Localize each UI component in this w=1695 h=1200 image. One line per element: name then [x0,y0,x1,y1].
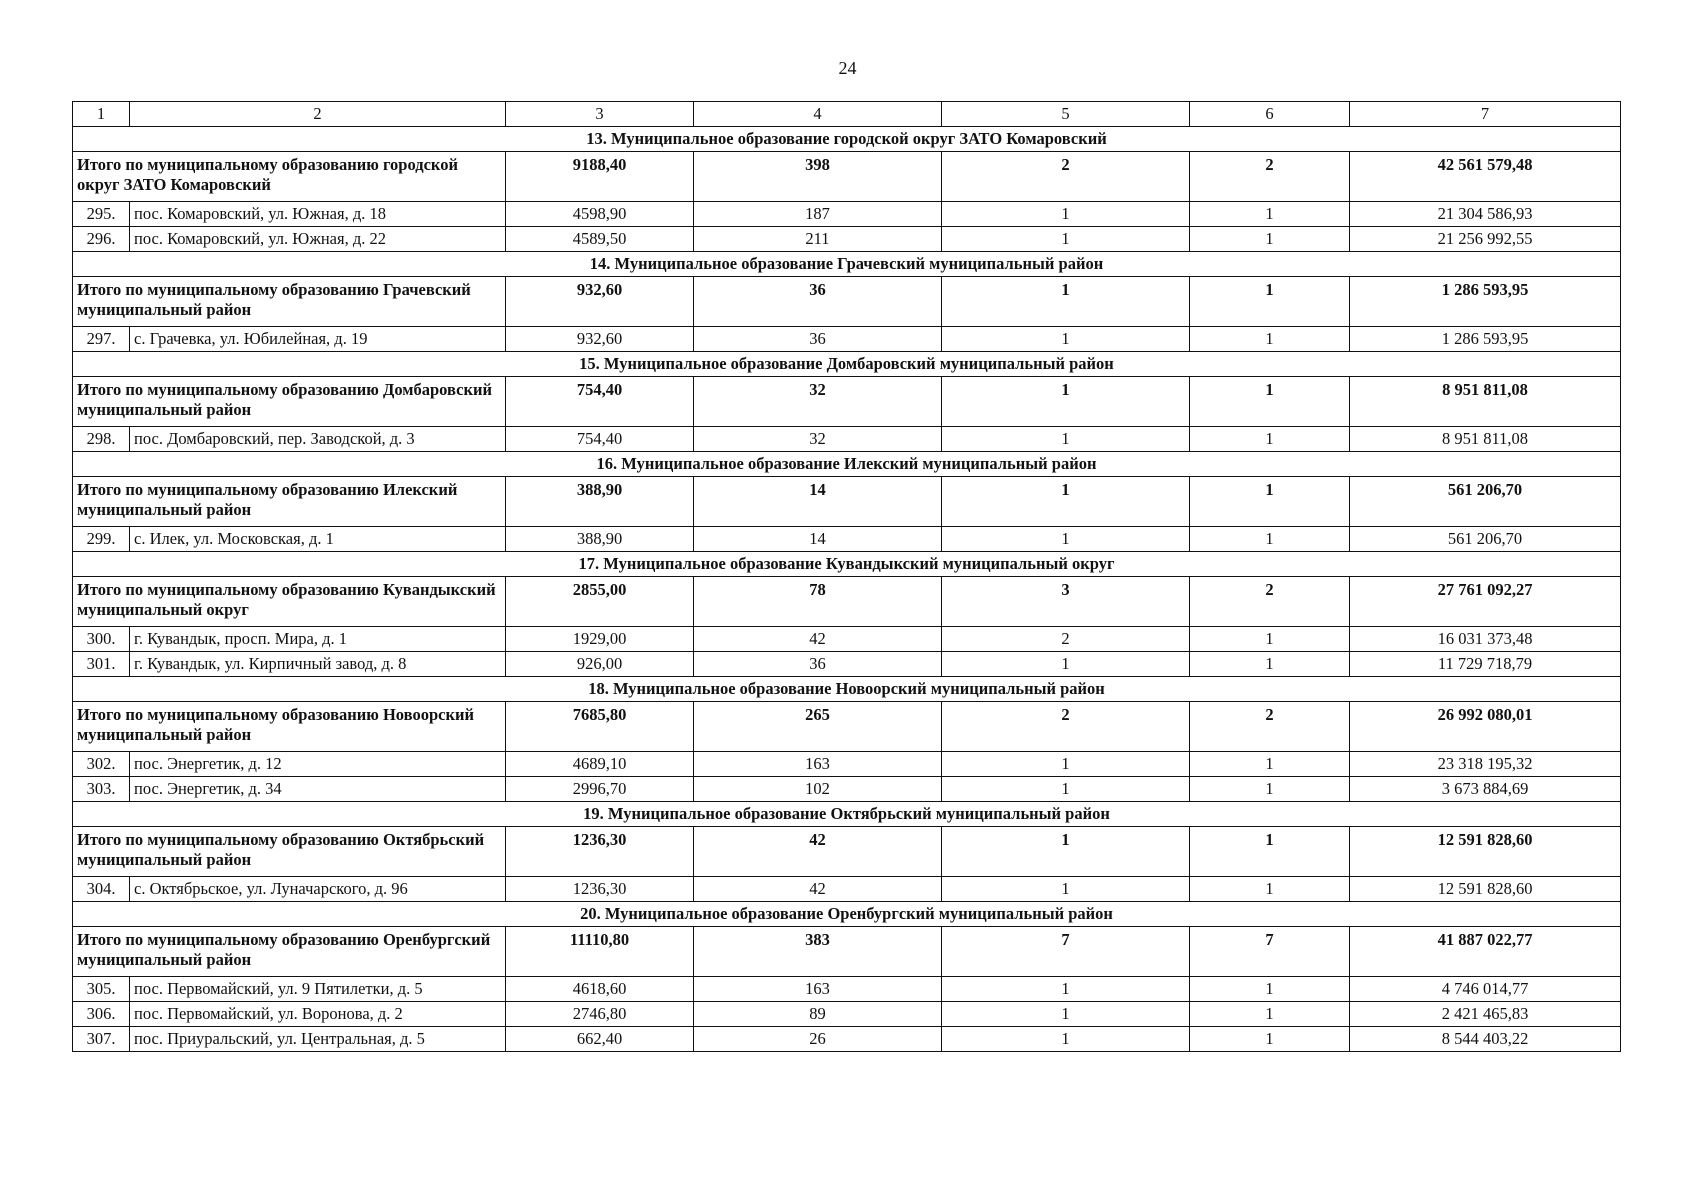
value-c6: 1 [1190,227,1350,252]
column-number: 6 [1190,102,1350,127]
total-value-c7: 42 561 579,48 [1350,152,1621,202]
value-c6: 1 [1190,977,1350,1002]
table-row [73,427,1621,452]
address: пос. Первомайский, ул. Воронова, д. 2 [130,1002,506,1027]
row-number: 298. [73,427,130,452]
section-header-row [73,452,1621,477]
total-value-c7: 1 286 593,95 [1350,277,1621,327]
total-value-c4: 383 [694,927,942,977]
value-c6: 1 [1190,777,1350,802]
address: пос. Комаровский, ул. Южная, д. 22 [130,227,506,252]
value-c5: 1 [942,777,1190,802]
total-value-c4: 398 [694,152,942,202]
total-value-c5: 1 [942,477,1190,527]
total-value-c4: 265 [694,702,942,752]
value-c5: 1 [942,1027,1190,1052]
row-number: 299. [73,527,130,552]
table-row [73,752,1621,777]
value-c4: 36 [694,652,942,677]
total-value-c5: 7 [942,927,1190,977]
total-value-c4: 42 [694,827,942,877]
value-c6: 1 [1190,1027,1350,1052]
section-title: 16. Муниципальное образование Илекский муниципальный район [73,452,1621,477]
section-header-row [73,802,1621,827]
value-c4: 187 [694,202,942,227]
total-label: Итого по муниципальному образованию Октябрьский муниципальный район [73,827,506,877]
total-value-c4: 32 [694,377,942,427]
address: с. Илек, ул. Московская, д. 1 [130,527,506,552]
value-c4: 14 [694,527,942,552]
total-value-c6: 2 [1190,702,1350,752]
row-number: 297. [73,327,130,352]
column-number: 5 [942,102,1190,127]
value-c5: 1 [942,1002,1190,1027]
total-value-c7: 561 206,70 [1350,477,1621,527]
section-title: 14. Муниципальное образование Грачевский муниципальный район [73,252,1621,277]
total-value-c3: 1236,30 [506,827,694,877]
column-number: 3 [506,102,694,127]
total-value-c7: 26 992 080,01 [1350,702,1621,752]
value-c7: 21 304 586,93 [1350,202,1621,227]
total-value-c3: 9188,40 [506,152,694,202]
value-c7: 8 951 811,08 [1350,427,1621,452]
row-number: 301. [73,652,130,677]
total-value-c5: 1 [942,377,1190,427]
total-value-c6: 2 [1190,577,1350,627]
section-title: 19. Муниципальное образование Октябрьский муниципальный район [73,802,1621,827]
total-value-c3: 754,40 [506,377,694,427]
total-label: Итого по муниципальному образованию Домбаровский муниципальный район [73,377,506,427]
column-number: 1 [73,102,130,127]
column-number-row [73,102,1621,127]
total-label: Итого по муниципальному образованию городской округ ЗАТО Комаровский [73,152,506,202]
section-header-row [73,552,1621,577]
address: пос. Приуральский, ул. Центральная, д. 5 [130,1027,506,1052]
value-c3: 388,90 [506,527,694,552]
table-row [73,652,1621,677]
section-title: 15. Муниципальное образование Домбаровский муниципальный район [73,352,1621,377]
value-c7: 11 729 718,79 [1350,652,1621,677]
address: г. Кувандык, ул. Кирпичный завод, д. 8 [130,652,506,677]
address: пос. Первомайский, ул. 9 Пятилетки, д. 5 [130,977,506,1002]
value-c7: 3 673 884,69 [1350,777,1621,802]
housing-table [72,101,1621,1052]
total-value-c4: 14 [694,477,942,527]
total-value-c5: 2 [942,152,1190,202]
value-c6: 1 [1190,327,1350,352]
table-row [73,627,1621,652]
value-c4: 36 [694,327,942,352]
value-c5: 2 [942,627,1190,652]
total-label: Итого по муниципальному образованию Кувандыкский муниципальный округ [73,577,506,627]
row-number: 302. [73,752,130,777]
total-value-c5: 2 [942,702,1190,752]
value-c7: 16 031 373,48 [1350,627,1621,652]
total-label: Итого по муниципальному образованию Оренбургский муниципальный район [73,927,506,977]
value-c5: 1 [942,652,1190,677]
section-title: 20. Муниципальное образование Оренбургский муниципальный район [73,902,1621,927]
column-number: 4 [694,102,942,127]
section-total-row [73,477,1621,527]
value-c3: 4589,50 [506,227,694,252]
value-c5: 1 [942,427,1190,452]
total-value-c6: 1 [1190,277,1350,327]
address: пос. Домбаровский, пер. Заводской, д. 3 [130,427,506,452]
value-c7: 8 544 403,22 [1350,1027,1621,1052]
value-c7: 4 746 014,77 [1350,977,1621,1002]
value-c4: 211 [694,227,942,252]
value-c3: 4689,10 [506,752,694,777]
value-c5: 1 [942,877,1190,902]
section-header-row [73,902,1621,927]
section-title: 17. Муниципальное образование Кувандыкский муниципальный округ [73,552,1621,577]
value-c3: 2746,80 [506,1002,694,1027]
total-label: Итого по муниципальному образованию Новоорский муниципальный район [73,702,506,752]
value-c7: 1 286 593,95 [1350,327,1621,352]
row-number: 296. [73,227,130,252]
value-c7: 2 421 465,83 [1350,1002,1621,1027]
value-c5: 1 [942,202,1190,227]
section-header-row [73,352,1621,377]
section-header-row [73,677,1621,702]
page-number: 24 [838,58,857,78]
table-row [73,977,1621,1002]
table-body [73,102,1621,1052]
value-c7: 12 591 828,60 [1350,877,1621,902]
total-value-c7: 27 761 092,27 [1350,577,1621,627]
table-row [73,327,1621,352]
value-c4: 42 [694,627,942,652]
total-value-c6: 1 [1190,477,1350,527]
total-value-c4: 36 [694,277,942,327]
row-number: 306. [73,1002,130,1027]
value-c3: 1929,00 [506,627,694,652]
table-row [73,1027,1621,1052]
table-row [73,1002,1621,1027]
total-value-c3: 7685,80 [506,702,694,752]
total-label: Итого по муниципальному образованию Илекский муниципальный район [73,477,506,527]
value-c7: 23 318 195,32 [1350,752,1621,777]
total-value-c6: 1 [1190,827,1350,877]
value-c3: 2996,70 [506,777,694,802]
value-c4: 26 [694,1027,942,1052]
total-value-c7: 41 887 022,77 [1350,927,1621,977]
value-c3: 926,00 [506,652,694,677]
section-title: 18. Муниципальное образование Новоорский муниципальный район [73,677,1621,702]
table-row [73,877,1621,902]
total-value-c3: 932,60 [506,277,694,327]
value-c3: 4618,60 [506,977,694,1002]
value-c6: 1 [1190,627,1350,652]
value-c5: 1 [942,227,1190,252]
address: г. Кувандык, просп. Мира, д. 1 [130,627,506,652]
value-c4: 102 [694,777,942,802]
total-value-c4: 78 [694,577,942,627]
row-number: 305. [73,977,130,1002]
value-c3: 932,60 [506,327,694,352]
value-c4: 32 [694,427,942,452]
value-c5: 1 [942,527,1190,552]
total-value-c7: 12 591 828,60 [1350,827,1621,877]
value-c3: 1236,30 [506,877,694,902]
section-total-row [73,152,1621,202]
row-number: 300. [73,627,130,652]
table-row [73,202,1621,227]
section-header-row [73,127,1621,152]
value-c6: 1 [1190,877,1350,902]
column-number: 2 [130,102,506,127]
section-total-row [73,702,1621,752]
total-value-c6: 2 [1190,152,1350,202]
section-header-row [73,252,1621,277]
section-total-row [73,827,1621,877]
row-number: 303. [73,777,130,802]
total-value-c6: 7 [1190,927,1350,977]
address: пос. Комаровский, ул. Южная, д. 18 [130,202,506,227]
value-c5: 1 [942,752,1190,777]
section-title: 13. Муниципальное образование городской округ ЗАТО Комаровский [73,127,1621,152]
value-c7: 21 256 992,55 [1350,227,1621,252]
section-total-row [73,277,1621,327]
value-c7: 561 206,70 [1350,527,1621,552]
total-label: Итого по муниципальному образованию Грачевский муниципальный район [73,277,506,327]
total-value-c5: 1 [942,277,1190,327]
table-row [73,227,1621,252]
address: пос. Энергетик, д. 12 [130,752,506,777]
value-c6: 1 [1190,527,1350,552]
total-value-c3: 11110,80 [506,927,694,977]
row-number: 307. [73,1027,130,1052]
table-row [73,777,1621,802]
section-total-row [73,577,1621,627]
value-c3: 754,40 [506,427,694,452]
total-value-c5: 1 [942,827,1190,877]
value-c4: 163 [694,977,942,1002]
value-c6: 1 [1190,427,1350,452]
section-total-row [73,377,1621,427]
address: с. Октябрьское, ул. Луначарского, д. 96 [130,877,506,902]
value-c3: 4598,90 [506,202,694,227]
value-c4: 89 [694,1002,942,1027]
value-c6: 1 [1190,1002,1350,1027]
total-value-c3: 2855,00 [506,577,694,627]
value-c5: 1 [942,327,1190,352]
total-value-c3: 388,90 [506,477,694,527]
value-c6: 1 [1190,752,1350,777]
table-row [73,527,1621,552]
value-c6: 1 [1190,652,1350,677]
value-c3: 662,40 [506,1027,694,1052]
address: пос. Энергетик, д. 34 [130,777,506,802]
row-number: 295. [73,202,130,227]
address: с. Грачевка, ул. Юбилейная, д. 19 [130,327,506,352]
value-c5: 1 [942,977,1190,1002]
value-c4: 42 [694,877,942,902]
value-c6: 1 [1190,202,1350,227]
column-number: 7 [1350,102,1621,127]
total-value-c7: 8 951 811,08 [1350,377,1621,427]
value-c4: 163 [694,752,942,777]
row-number: 304. [73,877,130,902]
total-value-c6: 1 [1190,377,1350,427]
section-total-row [73,927,1621,977]
total-value-c5: 3 [942,577,1190,627]
